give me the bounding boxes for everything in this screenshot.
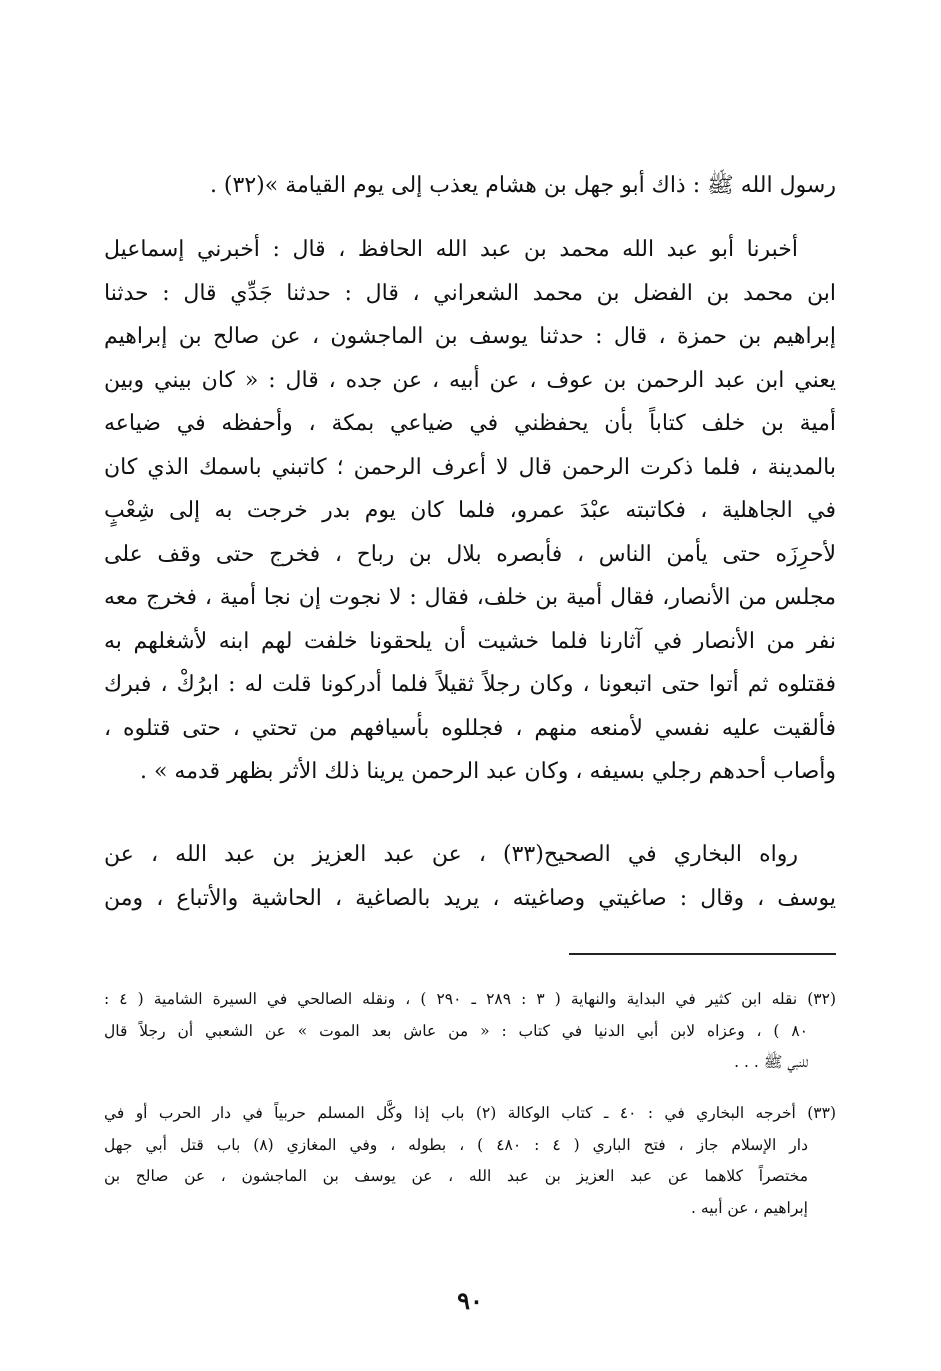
- footnote-line: دار الإسلام جاز ، فتح الباري ( ٤ : ٤٨٠ ) ، بطوله ، وفي المغازي (٨) باب قتل أبي جهل: [104, 1135, 809, 1154]
- footnote-line: إبراهيم ، عن أبيه .: [691, 1198, 808, 1217]
- page-number: ٩٠: [457, 1286, 483, 1315]
- text-line: ابن محمد بن الفضل بن محمد الشعراني ، قال : حدثنا جَدِّي قال : حدثنا: [104, 280, 836, 306]
- top-line-block: [104, 164, 836, 208]
- text-line: رواه البخاري في الصحيح(٣٣) ، عن عبد العزيز بن عبد الله ، عن: [104, 842, 798, 867]
- text-line: يوسف ، وقال : صاغيتي وصاغيته ، يريد بالصاغية ، الحاشية والأتباع ، ومن: [104, 885, 836, 911]
- text-line: بالمدينة ، فلما ذكرت الرحمن قال لا أعرف الرحمن ؛ كاتبني باسمك الذي كان: [104, 454, 836, 480]
- footnote-line: (٣٢) نقله ابن كثير في البداية والنهاية ( ٣ : ٢٨٩ ـ ٢٩٠ ) ، ونقله الصالحي في السيرة الشامية ( ٤ :: [104, 990, 836, 1008]
- text-line: أخبرنا أبو عبد الله محمد بن عبد الله الحافظ ، قال : أخبرني إسماعيل: [104, 237, 798, 262]
- text-line: نفر من الأنصار في آثارنا فلما خشيت أن يلحقونا خلفت لهم ابنه لأشغلهم به: [104, 628, 836, 654]
- text-line: يعني ابن عبد الرحمن بن عوف ، عن أبيه ، عن جده ، قال : « كان بيني وبين: [104, 367, 836, 393]
- paragraph-narration: [104, 228, 836, 794]
- text-line: إبراهيم بن حمزة ، قال : حدثنا يوسف بن الماجشون ، عن صالح بن إبراهيم: [104, 324, 836, 349]
- paragraph-attribution: [104, 833, 836, 920]
- footnote-33: [104, 1098, 836, 1224]
- footnote-line: (٣٣) أخرجه البخاري في : ٤٠ ـ كتاب الوكالة (٢) باب إذا وكَّل المسلم حربياً في دار الحرب أو في: [104, 1104, 836, 1122]
- text-line: أمية بن خلف كتاباً بأن يحفظني في ضياعي بمكة ، وأحفظه في ضياعه: [104, 411, 836, 436]
- text-line: رسول الله ﷺ : ذاك أبو جهل بن هشام يعذب إلى يوم القيامة »(٣٢) .: [209, 173, 836, 198]
- text-line: في الجاهلية ، فكاتبته عبْدَ عمرو، فلما كان يوم بدر خرجت به إلى شِعْبٍ: [104, 498, 836, 523]
- text-line: وأصاب أحدهم رجلي بسيفه ، وكان عبد الرحمن يرينا ذلك الأثر بظهر قدمه » .: [139, 759, 836, 784]
- footnote-line: مختصراً كلاهما عن عبد العزيز بن عبد الله ، عن يوسف بن الماجشون ، عن صالح بن: [104, 1167, 808, 1185]
- footnote-32: [104, 984, 836, 1079]
- footnote-line: ٨٠ ) ، وعزاه لابن أبي الدنيا في كتاب : « من عاش بعد الموت » عن الشعبي أن رجلاً قال: [104, 1021, 808, 1040]
- text-line: فألقيت عليه نفسي لأمنعه منهم ، فجللوه بأسيافهم من تحتي ، حتى قتلوه ،: [104, 715, 836, 741]
- footnote-line: للنبي ﷺ . . .: [734, 1053, 808, 1071]
- text-line: مجلس من الأنصار، فقال أمية بن خلف، فقال : لا نجوت إن نجا أمية ، فخرج معه: [104, 585, 836, 610]
- text-line: فقتلوه ثم أتوا حتى اتبعونا ، وكان رجلاً ثقيلاً فلما أدركونا قلت له : ابرُكْ ، فبرك: [104, 672, 836, 697]
- text-line: لأحرِزَه حتى يأمن الناس ، فأبصره بلال بن رباح ، فخرج حتى وقف على: [104, 541, 836, 567]
- footnote-separator: [569, 953, 836, 955]
